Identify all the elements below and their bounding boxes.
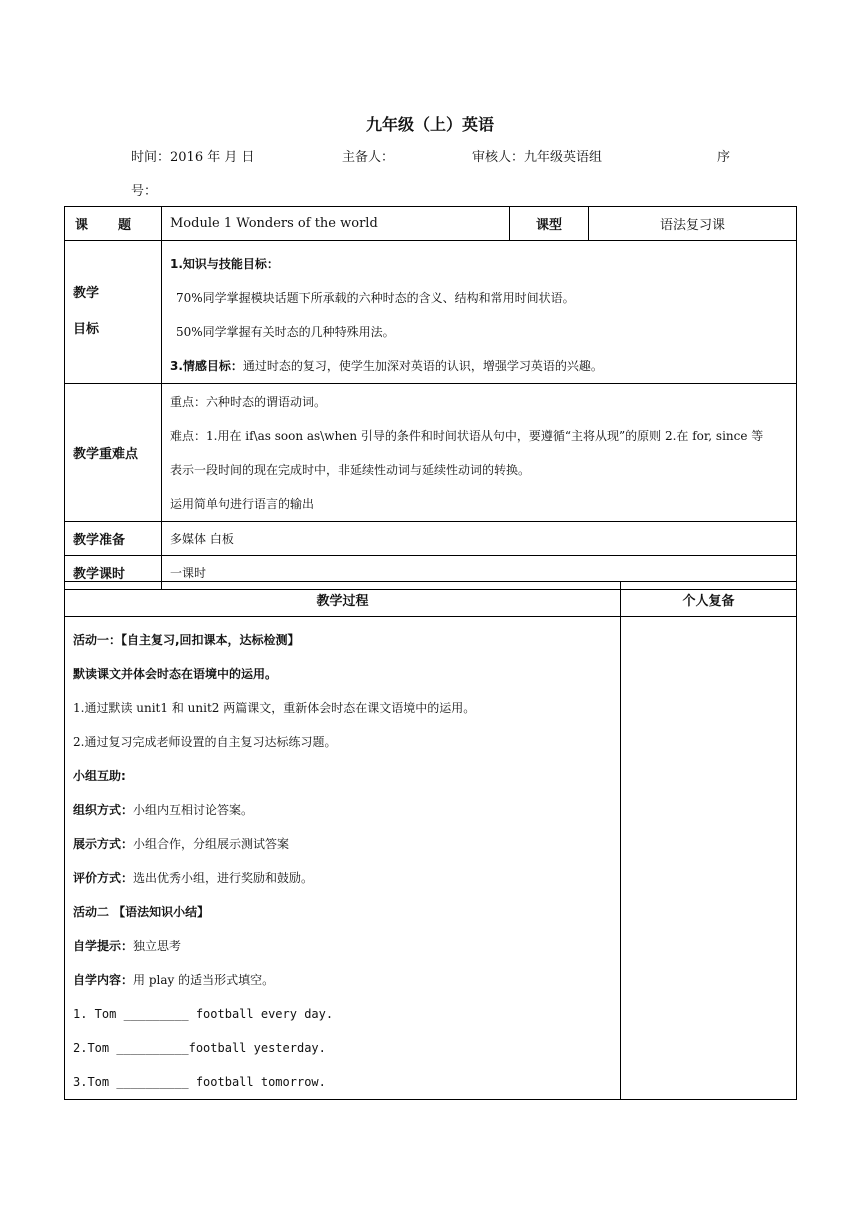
goal-content	[162, 241, 797, 384]
exercise-2: 2.Tom __________football yesterday.	[73, 1041, 326, 1055]
show-line: 展示方式：小组合作，分组展示测试答案	[73, 837, 290, 851]
prep-label: 教学准备	[65, 522, 162, 556]
process-content	[65, 617, 621, 1100]
info-table	[64, 206, 797, 590]
activity1-title: 活动一：【自主复习,回扣课本，达标检测】	[73, 633, 300, 647]
key-point-1: 重点：六种时态的谓语动词。	[170, 395, 327, 409]
key-point-4: 运用简单句进行语言的输出	[170, 497, 315, 511]
type-label: 课型	[510, 207, 589, 241]
group-title: 小组互助:	[73, 769, 126, 783]
topic-row	[65, 207, 797, 241]
meta-serial: 序	[717, 150, 731, 165]
exercise-3: 3.Tom __________ football tomorrow.	[73, 1075, 326, 1089]
key-label: 教学重难点	[65, 384, 162, 522]
meta-reviewer: 审核人：九年级英语组	[472, 150, 603, 165]
activity1-item-1: 1.通过默读 unit1 和 unit2 两篇课文，重新体会时态在课文语境中的运用。	[73, 701, 476, 715]
key-point-3: 表示一段时间的现在完成时中，非延续性动词与延续性动词的转换。	[170, 463, 531, 477]
personal-prep-header: 个人复备	[621, 582, 797, 617]
topic-value: Module 1 Wonders of the world	[162, 207, 510, 241]
personal-prep-column	[621, 617, 797, 1100]
goals-row	[65, 241, 797, 384]
key-point-2: 难点：1.用在 if\as soon as\when 引导的条件和时间状语从句中，要遵循“主将从现”的原则 2.在 for, since 等	[170, 429, 764, 443]
document-title: 九年级（上）英语	[365, 115, 494, 134]
goal-line-2: 50%同学掌握有关时态的几种特殊用法。	[176, 325, 395, 339]
process-header-row	[65, 582, 797, 617]
hours-label: 教学课时	[65, 556, 162, 590]
goal-knowledge-title: 1.知识与技能目标：	[170, 257, 279, 271]
key-row	[65, 384, 797, 522]
type-value: 语法复习课	[589, 207, 797, 241]
activity1-item-2: 2.通过复习完成老师设置的自主复习达标练习题。	[73, 735, 337, 749]
topic-label: 课 题	[65, 207, 162, 241]
hours-value: 一课时	[162, 556, 797, 590]
meta-serial-cont: 号：	[131, 184, 158, 199]
goal-label: 教学 目标	[65, 241, 162, 384]
process-header: 教学过程	[65, 582, 621, 617]
prep-row	[65, 522, 797, 556]
key-content	[162, 384, 797, 522]
prep-value: 多媒体 白板	[162, 522, 797, 556]
hint-line: 自学提示：独立思考	[73, 939, 182, 953]
activity1-subtitle: 默读课文并体会时态在语境中的运用。	[73, 667, 278, 681]
content-line: 自学内容：用 play 的适当形式填空。	[73, 973, 275, 987]
eval-line: 评价方式：选出优秀小组，进行奖励和鼓励。	[73, 871, 314, 885]
goal-line-1: 70%同学掌握模块话题下所承载的六种时态的含义、结构和常用时间状语。	[176, 291, 575, 305]
exercise-1: 1. Tom _________ football every day.	[73, 1007, 334, 1021]
goal-emotion: 3.情感目标：通过时态的复习，使学生加深对英语的认识，增强学习英语的兴趣。	[170, 359, 603, 373]
meta-preparer: 主备人：	[342, 150, 395, 165]
process-table	[64, 581, 797, 1100]
process-body-row	[65, 617, 797, 1100]
meta-time: 时间：2016 年 月 日	[131, 150, 255, 165]
activity2-title: 活动二 【语法知识小结】	[73, 905, 210, 919]
org-line: 组织方式：小组内互相讨论答案。	[73, 803, 254, 817]
